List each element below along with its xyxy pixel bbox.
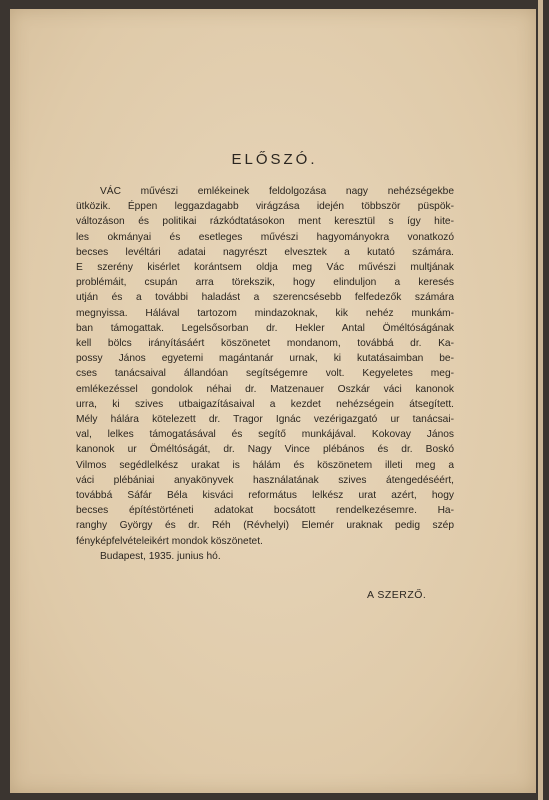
body-line: E szerény kisérlet korántsem oldja meg Vác művészi multjának [76, 262, 454, 274]
author-signature: A SZERZŐ. [367, 589, 427, 601]
place-date: Budapest, 1935. junius hó. [100, 550, 221, 562]
body-line: emlékezéssel gondolok néhai dr. Matzenauer Oszkár váci kanonok [76, 383, 454, 395]
body-line: urra, ki szives utbaigazításaival a kezdet nehézségein átsegített. [76, 398, 454, 410]
body-line: megnyissa. Hálával tartozom mindazoknak, kik nehéz munkám- [76, 307, 454, 319]
preface-body [76, 184, 454, 564]
body-line: ban támogattak. Legelsősorban dr. Hekler Antal Öméltóságának [76, 322, 454, 334]
body-line: váci plébániai anyakönyvek használatának szives átengedéséért, [76, 474, 454, 486]
body-line: utján és a további haladást a szerencsésebb felfedezők számára [76, 292, 454, 304]
body-line: Mély hálára kötelezett dr. Tragor Ignác vezérigazgató ur tanácsai- [76, 414, 454, 426]
page-edge [538, 0, 543, 800]
body-line: fényképfelvételeikért mondok köszönetet. [76, 535, 263, 547]
body-line: Vilmos segédlelkész urakat is hálám és köszönetem illeti meg a [76, 459, 454, 471]
body-line: becses levéltári adatai nagyrészt elvesztek a kutató számára. [76, 246, 454, 258]
body-line: becses építéstörténeti adatokat bocsátott rendelkezésemre. Ha- [76, 505, 454, 517]
body-line: változáson és politikai rázkódtatásokon ment keresztül s így hite- [76, 216, 454, 228]
body-line: problémáit, csupán arra törekszik, hogy elinduljon a keresés [76, 277, 454, 289]
body-line: továbbá Sáfár Béla kisváci református lelkész urat azért, hogy [76, 490, 454, 502]
body-line: cses tanácsaival állandóan segítségemre volt. Kegyeletes meg- [76, 368, 454, 380]
page-title: ELŐSZÓ. [231, 151, 318, 168]
body-line: val, lelkes támogatásával és segítő munkájával. Kokovay János [76, 429, 454, 441]
body-line: les okmányai és esetleges művészi hagyományokra vonatkozó [76, 231, 454, 243]
body-line: kell bölcs irányításáért köszönetet mondanom, továbbá dr. Ka- [76, 338, 454, 350]
body-line: possy János egyetemi magántanár urnak, ki kutatásaimban be- [76, 353, 454, 365]
body-line: VÁC művészi emlékeinek feldolgozása nagy nehézségekbe [100, 186, 454, 197]
body-line: ranghy György és dr. Réh (Révhelyi) Elemér uraknak pedig szép [76, 520, 454, 532]
body-line: ütközik. Éppen leggazdagabb virágzása idején többször püspök- [76, 201, 454, 213]
body-line: kanonok ur Öméltóságát, dr. Nagy Vince plébános és dr. Boskó [76, 444, 454, 456]
